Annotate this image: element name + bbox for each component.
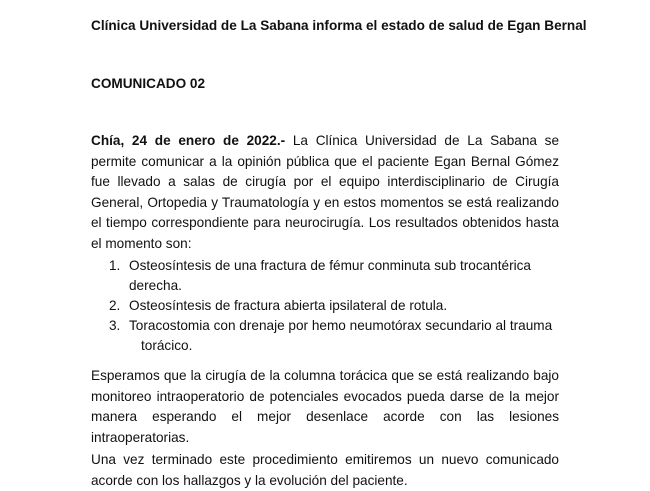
document-heading: COMUNICADO 02 bbox=[91, 76, 206, 91]
list-item-number: 1. bbox=[109, 258, 121, 273]
list-item-text: Toracostomia con drenaje por hemo neumotórax secundario al trauma bbox=[129, 318, 553, 333]
intro-text: La Clínica Universidad de La Sabana se permite comunicar a la opinión pública que el paciente Egan Bernal Gómez fue llevado a salas de cirugía por el equipo interdisciplinario de Cirugía General, Ortopedia y Traumatología y en estos momentos se está realizando el tiempo correspondiente para neurocirugía. Los resultados obtenidos hasta el momento son: bbox=[91, 133, 560, 251]
dateline: Chía, 24 de enero de 2022.- bbox=[91, 133, 286, 148]
list-item-continuation: torácico. bbox=[141, 338, 193, 353]
list-item bbox=[91, 296, 559, 316]
paragraph-surgery: Esperamos que la cirugía de la columna torácica que se está realizando bajo monitoreo intraoperatorio de potenciales evocados pueda darse de la mejor manera esperando el mejor desenlace acorde con las lesiones intraoperatorias. bbox=[91, 368, 559, 445]
list-item-text: Osteosíntesis de fractura abierta ipsilateral de rotula. bbox=[129, 298, 448, 313]
list-item-number: 2. bbox=[109, 298, 121, 313]
results-list bbox=[91, 256, 559, 356]
intro-paragraph bbox=[91, 131, 559, 254]
paragraph-closing: Una vez terminado este procedimiento emitiremos un nuevo comunicado acorde con los hallazgos y la evolución del paciente. bbox=[91, 452, 559, 488]
list-item-text: Osteosíntesis de una fractura de fémur conminuta sub trocantérica bbox=[129, 258, 531, 273]
list-item bbox=[91, 316, 559, 356]
list-item-number: 3. bbox=[109, 318, 121, 333]
document-title: Clínica Universidad de La Sabana informa el estado de salud de Egan Bernal bbox=[91, 18, 587, 33]
list-item-continuation: derecha. bbox=[129, 278, 182, 293]
list-item bbox=[91, 256, 559, 296]
